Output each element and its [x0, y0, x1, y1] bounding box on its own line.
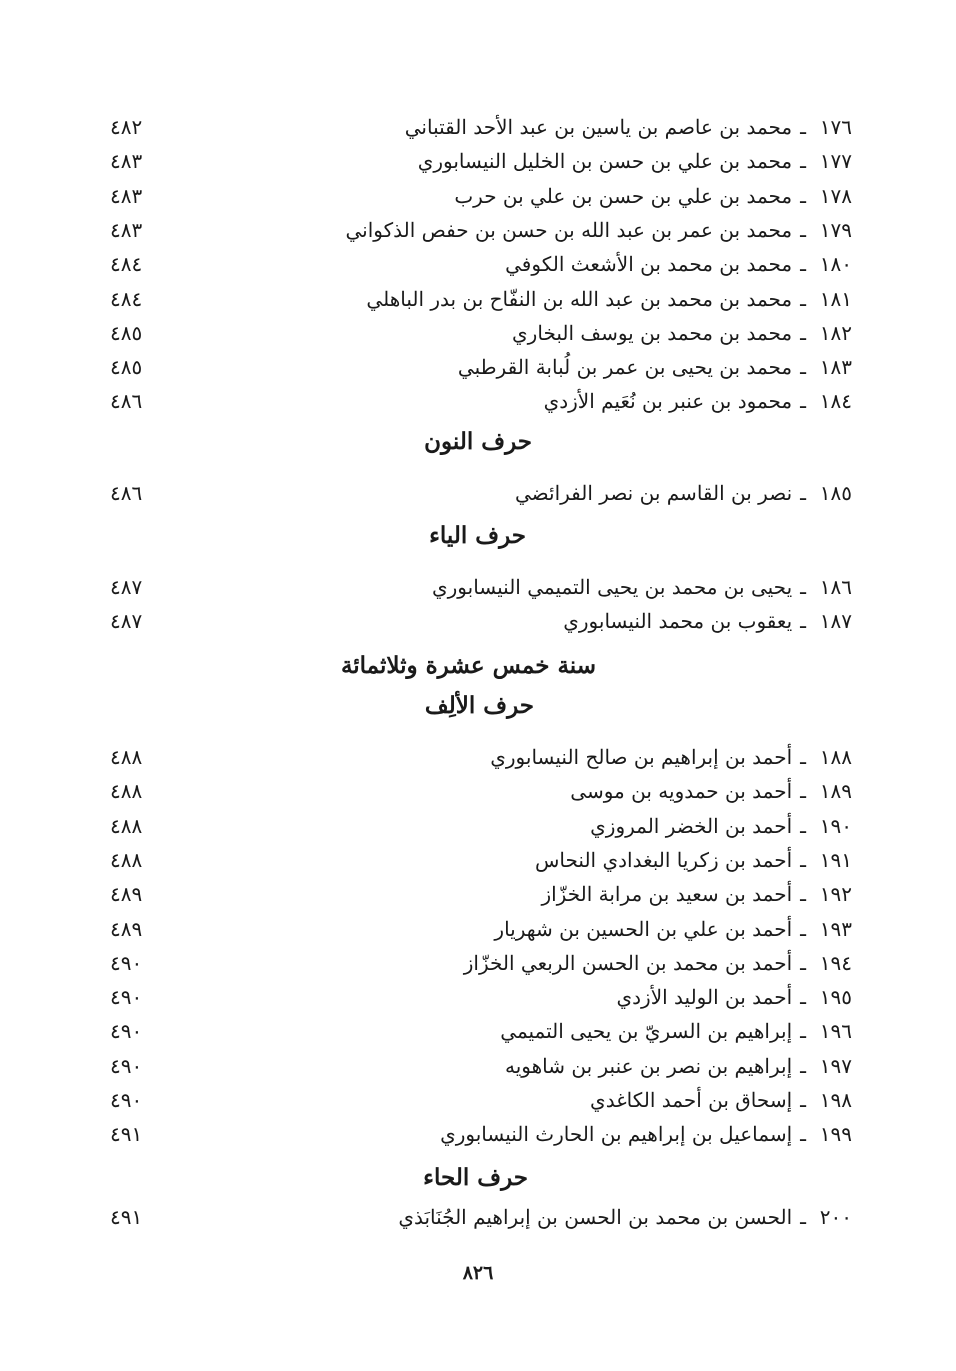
entry-dash: ـ	[800, 1122, 806, 1147]
entry-page-ref: ٤٩٠	[110, 1053, 143, 1078]
entry-number: ١٩٦	[819, 1019, 852, 1044]
entry-dash: ـ	[800, 217, 806, 242]
index-entry-row	[100, 1083, 852, 1117]
entry-text	[458, 350, 852, 384]
entry-text	[590, 809, 852, 843]
entry-text	[494, 912, 852, 946]
entry-page-ref: ٤٨٣	[110, 183, 143, 208]
index-entry-row	[100, 774, 852, 808]
entry-page-ref: ٤٨٨	[110, 847, 143, 872]
entry-dash: ـ	[800, 286, 806, 311]
entry-dash: ـ	[800, 1019, 806, 1044]
entry-name: الحسن بن محمد بن الحسن بن إبراهيم الجُنَابَذي	[398, 1205, 793, 1229]
entry-dash: ـ	[800, 149, 806, 174]
entry-number: ١٨٨	[819, 745, 852, 769]
index-entry-row	[100, 570, 852, 604]
book-page: ١٧٦ـمحمد بن عاصم بن ياسين بن عبد الأحد القتباني ٤٨٢ ١٧٧ـمحمد بن علي بن حسن بن الخليل النيسابوري ٤٨٣ ١٧٨ـمحمد بن علي بن حسن بن علي بن حرب ٤٨٣ ١٧٩ـمحمد بن عمر بن عبد الله بن حسن بن حفص الذكواني ٤٨٣ ١٨٠ـمحمد بن محمد بن الأشعث الكوفي ٤٨٤ ١٨١ـمحمد بن محمد بن عبد الله بن النفّاح بن بدر الباهلي ٤٨٤ ١٨٢ـمحمد بن محمد بن يوسف البخاري ٤٨٥ ١٨٣ـمحمد بن يحيى بن عمر بن لُبابة القرطبي ٤٨٥ ١٨٤ـمحمود بن عنبر بن نُعَيم الأزدي ٤٨٦ ١٨٥ـنصر بن القاسم بن نصر الفرائضي ٤٨٦ ١٨٦ـيحيى بن محمد بن يحيى التميمي النيسابوري ٤٨٧ ١٨٧ـيعقوب بن محمد النيسابوري ٤٨٧ ١٨٨ـأحمد بن إبراهيم بن صالح النيسابوري ٤٨٨ ١٨٩ـأحمد بن حمدويه بن موسى ٤٨٨ ١٩٠ـأحمد بن الخضر المروزي ٤٨٨ ١٩١ـأحمد بن زكريا البغدادي النحاس ٤٨٨ ١٩٢ـأحمد بن سعيد بن مرابة الخزّاز ٤٨٩ ١٩٣ـأحمد بن علي بن الحسين بن شهريار ٤٨٩ ١٩٤ـأحمد بن محمد بن الحسن الربعي الخزّاز ٤٩٠ ١٩٥ـأحمد بن الوليد الأزدي ٤٩٠ ١٩٦ـإبراهيم بن السريّ بن يحيى التميمي ٤٩٠ ١٩٧ـإبراهيم بن نصر بن عنبر بن شاهويه ٤٩٠ ١٩٨ـإسحاق بن أحمد الكاغدي ٤٩٠ ١٩٩ـإسماعيل بن إبراهيم بن الحارث النيسابوري ٤٩١ ٢٠٠ـالحسن بن محمد بن الحسن بن إبراهيم الجُنَابَذي ٤٩١ حرف النون حرف الياء سنة خمس عشرة وثلاثمائة حرف الألِف حرف الحاء ٨٢٦	[0, 0, 956, 1371]
index-entry-row	[100, 282, 852, 316]
entry-dash: ـ	[800, 183, 806, 208]
index-entry-row	[100, 213, 852, 247]
entry-name: أحمد بن سعيد بن مرابة الخزّاز	[541, 882, 793, 907]
entry-name: محمد بن عمر بن عبد الله بن حسن بن حفص الذكواني	[345, 217, 793, 242]
entry-dash: ـ	[800, 950, 806, 975]
index-entry-row	[100, 843, 852, 877]
entry-name: محمد بن عاصم بن ياسين بن عبد الأحد القتباني	[404, 115, 793, 139]
entry-name: محمد بن محمد بن الأشعث الكوفي	[505, 252, 793, 277]
index-entry-row	[100, 604, 852, 638]
entry-text	[398, 1200, 852, 1234]
entry-name: نصر بن القاسم بن نصر الفرائضي	[515, 481, 793, 505]
index-entry-row	[100, 740, 852, 774]
entry-text	[617, 980, 853, 1014]
entry-dash: ـ	[800, 320, 806, 345]
index-entry-row	[100, 476, 852, 510]
index-entry-row	[100, 144, 852, 178]
entry-number: ١٨٩	[819, 779, 852, 804]
entry-name: إبراهيم بن السريّ بن يحيى التميمي	[500, 1019, 793, 1044]
entry-name: محمد بن محمد بن يوسف البخاري	[512, 320, 793, 345]
entry-dash: ـ	[800, 847, 806, 872]
entry-text	[512, 316, 852, 350]
entry-dash: ـ	[800, 481, 806, 505]
index-entry-row	[100, 179, 852, 213]
entry-page-ref: ٤٩٠	[110, 1088, 143, 1112]
entry-text	[464, 946, 852, 980]
entry-page-ref: ٤٨٥	[110, 320, 143, 345]
entry-number: ١٨٤	[819, 389, 852, 414]
entry-page-ref: ٤٩٠	[110, 985, 143, 1010]
entry-number: ١٨١	[819, 286, 852, 311]
entry-number: ١٧٦	[819, 115, 852, 139]
entry-name: يحيى بن محمد بن يحيى التميمي النيسابوري	[431, 575, 793, 599]
entry-name: محمد بن يحيى بن عمر بن لُبابة القرطبي	[457, 355, 793, 380]
entry-text	[346, 213, 852, 247]
entry-number: ١٨٥	[819, 481, 852, 505]
entry-page-ref: ٤٨٨	[110, 779, 143, 804]
entry-text	[405, 110, 852, 144]
entry-text	[418, 144, 852, 178]
entry-dash: ـ	[800, 882, 806, 907]
entry-name: أحمد بن الخضر المروزي	[590, 813, 793, 838]
index-entry-row	[100, 946, 852, 980]
entry-name: أحمد بن محمد بن الحسن الربعي الخزّاز	[463, 950, 793, 975]
entry-page-ref: ٤٩١	[110, 1205, 143, 1229]
entry-text	[505, 247, 852, 281]
entry-text	[490, 740, 852, 774]
entry-dash: ـ	[800, 745, 806, 769]
entry-number: ١٩٥	[819, 985, 852, 1010]
entry-number: ١٩٠	[819, 813, 852, 838]
entry-text	[440, 1117, 852, 1151]
page-number: ٨٢٦	[462, 1262, 494, 1284]
index-entry-row	[100, 1200, 852, 1234]
index-entry-row	[100, 1014, 852, 1048]
entry-name: محمود بن عنبر بن نُعَيم الأزدي	[543, 389, 793, 414]
entry-number: ١٩٩	[819, 1122, 852, 1147]
entry-page-ref: ٤٩٠	[110, 1019, 143, 1044]
entry-text	[541, 877, 852, 911]
entry-number: ١٩٧	[819, 1053, 852, 1078]
entry-text	[432, 570, 852, 604]
entry-name: محمد بن محمد بن عبد الله بن النفّاح بن بدر الباهلي	[366, 286, 793, 311]
entry-text	[454, 179, 852, 213]
entry-name: أحمد بن الوليد الأزدي	[616, 985, 793, 1010]
entry-page-ref: ٤٨٥	[110, 355, 143, 380]
entry-text	[505, 1049, 852, 1083]
entry-page-ref: ٤٩٠	[110, 950, 143, 975]
entry-text	[570, 774, 852, 808]
entry-name: يعقوب بن محمد النيسابوري	[563, 609, 793, 634]
entry-page-ref: ٤٨٢	[110, 115, 143, 139]
entry-dash: ـ	[800, 916, 806, 941]
index-entry-row	[100, 1049, 852, 1083]
entry-number: ١٩٨	[819, 1088, 852, 1112]
index-entry-row	[100, 316, 852, 350]
entry-text	[535, 843, 852, 877]
entry-number: ١٨٦	[819, 575, 852, 599]
entry-number: ١٩١	[819, 847, 852, 872]
index-entry-row	[100, 980, 852, 1014]
index-entry-row	[100, 384, 852, 418]
entry-name: إبراهيم بن نصر بن عنبر بن شاهويه	[505, 1053, 793, 1078]
index-entry-row	[100, 247, 852, 281]
entry-page-ref: ٤٨٣	[110, 217, 143, 242]
entry-page-ref: ٤٨٩	[110, 916, 143, 941]
entry-name: محمد بن علي بن حسن بن الخليل النيسابوري	[417, 149, 793, 174]
entry-dash: ـ	[800, 389, 806, 414]
entry-number: ٢٠٠	[819, 1205, 852, 1229]
entry-name: إسحاق بن أحمد الكاغدي	[590, 1088, 793, 1112]
entry-page-ref: ٤٩١	[110, 1122, 143, 1147]
entry-number: ١٧٨	[819, 183, 852, 208]
entry-text	[563, 604, 852, 638]
entry-page-ref: ٤٨٣	[110, 149, 143, 174]
entry-dash: ـ	[800, 575, 806, 599]
entry-page-ref: ٤٨٤	[110, 252, 143, 277]
entry-name: أحمد بن علي بن الحسين بن شهريار	[494, 916, 793, 941]
entry-dash: ـ	[800, 1205, 806, 1229]
entry-page-ref: ٤٨٦	[110, 481, 143, 505]
entry-name: أحمد بن حمدويه بن موسى	[570, 779, 793, 804]
entry-number: ١٨٧	[819, 609, 852, 634]
entry-number: ١٩٢	[819, 882, 852, 907]
entry-number: ١٧٧	[819, 149, 852, 174]
index-entry-row	[100, 350, 852, 384]
entry-text	[590, 1083, 852, 1117]
index-entry-row	[100, 110, 852, 144]
entry-name: إسماعيل بن إبراهيم بن الحارث النيسابوري	[440, 1122, 793, 1147]
entry-dash: ـ	[800, 252, 806, 277]
entry-page-ref: ٤٨٤	[110, 286, 143, 311]
entry-page-ref: ٤٨٧	[110, 609, 143, 634]
entry-number: ١٨٣	[819, 355, 852, 380]
entry-dash: ـ	[800, 985, 806, 1010]
entry-name: أحمد بن زكريا البغدادي النحاس	[535, 847, 793, 872]
entry-page-ref: ٤٨٨	[110, 813, 143, 838]
entry-dash: ـ	[800, 1088, 806, 1112]
index-entry-row	[100, 809, 852, 843]
index-entry-row	[100, 912, 852, 946]
entry-page-ref: ٤٨٨	[110, 745, 143, 769]
entry-dash: ـ	[800, 1053, 806, 1078]
entry-number: ١٨٠	[819, 252, 852, 277]
entry-dash: ـ	[800, 813, 806, 838]
entry-text	[544, 384, 852, 418]
entry-text	[515, 476, 852, 510]
entry-dash: ـ	[800, 609, 806, 634]
entry-number: ١٩٣	[819, 916, 852, 941]
entry-text	[500, 1014, 852, 1048]
entry-dash: ـ	[800, 355, 806, 380]
index-entry-row	[100, 877, 852, 911]
index-entry-row	[100, 1117, 852, 1151]
entry-page-ref: ٤٨٩	[110, 882, 143, 907]
entry-name: محمد بن علي بن حسن بن علي بن حرب	[454, 183, 793, 208]
entry-text	[366, 282, 852, 316]
entry-page-ref: ٤٨٦	[110, 389, 143, 414]
entry-page-ref: ٤٨٧	[110, 575, 143, 599]
entry-name: أحمد بن إبراهيم بن صالح النيسابوري	[490, 745, 793, 769]
entry-dash: ـ	[800, 115, 806, 139]
entry-number: ١٧٩	[819, 217, 852, 242]
entry-number: ١٨٢	[819, 320, 852, 345]
entry-dash: ـ	[800, 779, 806, 804]
entry-number: ١٩٤	[819, 950, 852, 975]
